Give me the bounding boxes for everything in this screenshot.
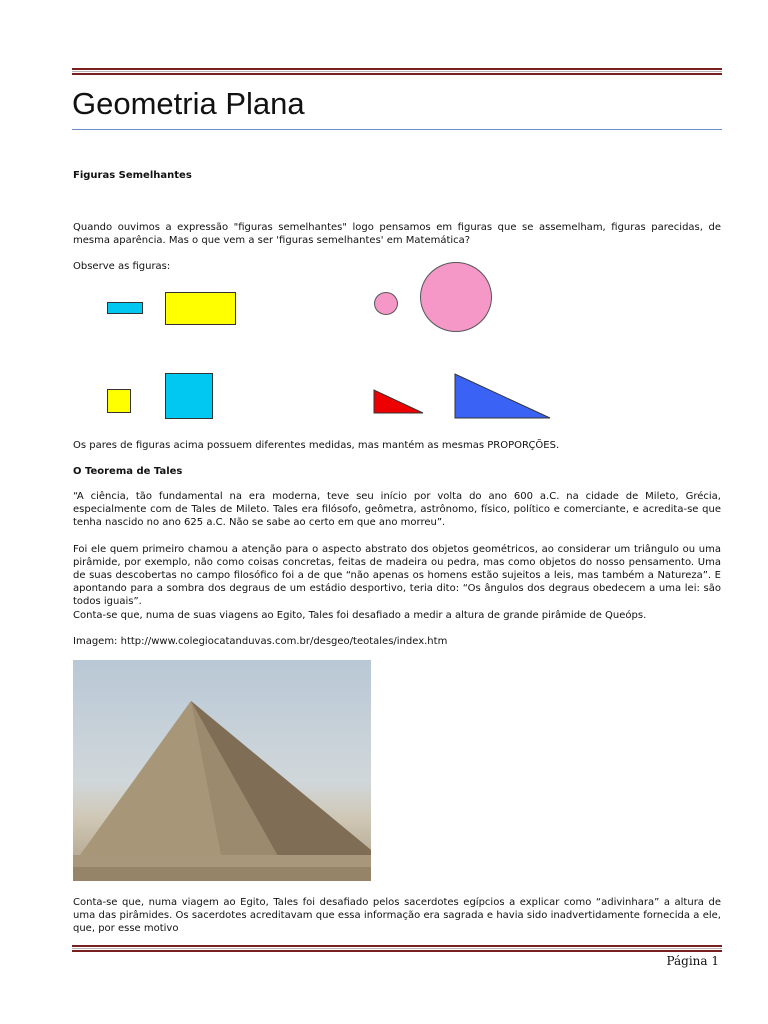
section-heading-figuras: Figuras Semelhantes xyxy=(73,170,192,181)
paragraph-abstrato: Foi ele quem primeiro chamou a atenção para o aspecto abstrato dos objetos geométricos, ao considerar um triângulo ou uma pirâmide, por exemplo, não como coisas concretas, feitas de madeira ou pedra, mas como objetos do nosso pensamento. Uma de suas descobertas no campo filosófico foi a de que “não apenas os homens estão sujeitos a leis, mas também a Natureza”. E apontando para a sombra dos degraus de um estádio desportivo, teria dito: “Os ângulos dos degraus obedecem a uma lei: são todos iguais”. xyxy=(73,544,721,607)
pyramid-image xyxy=(73,660,371,881)
title-underline xyxy=(72,129,722,130)
document-title: Geometria Plana xyxy=(72,86,305,121)
header-rule xyxy=(72,68,722,75)
paragraph-sacerdotes: Conta-se que, numa viagem ao Egito, Tales foi desafiado pelos sacerdotes egípcios a explicar como “adivinhara” a altura de uma das pirâmides. Os sacerdotes acreditavam que essa informação era sagrada e havia sido inadvertidamente fornecida a ele, que, por esse motivo xyxy=(73,897,721,934)
paragraph-intro: Quando ouvimos a expressão "figuras semelhantes" logo pensamos em figuras que se assemelham, figuras parecidas, de mesma aparência. Mas o que vem a ser 'figuras semelhantes' em Matemática? xyxy=(73,222,721,246)
section-heading-tales: O Teorema de Tales xyxy=(73,466,183,477)
large-blue-triangle xyxy=(454,373,552,420)
paragraph-egito: Conta-se que, numa de suas viagens ao Egito, Tales foi desafiado a medir a altura de grande pirâmide de Queóps. xyxy=(73,610,647,621)
large-cyan-square xyxy=(165,373,213,419)
small-red-triangle xyxy=(373,389,425,415)
small-pink-circle xyxy=(374,292,398,315)
page-number: Página 1 xyxy=(666,954,719,968)
small-cyan-rectangle xyxy=(107,302,143,314)
paragraph-observe: Observe as figuras: xyxy=(73,261,171,272)
large-yellow-rectangle xyxy=(165,292,236,325)
small-yellow-square xyxy=(107,389,131,413)
paragraph-proporcoes: Os pares de figuras acima possuem diferentes medidas, mas mantém as mesmas PROPORÇÕES. xyxy=(73,440,560,451)
paragraph-ciencia: “A ciência, tão fundamental na era moderna, teve seu início por volta do ano 600 a.C. na cidade de Mileto, Grécia, especialmente com de Tales de Mileto. Tales era filósofo, geômetra, astrônomo, físico, político e comerciante, e acredita-se que tenha nascido no ano 625 a.C. Não se sabe ao certo em que ano morreu”. xyxy=(73,491,721,528)
image-reference: Imagem: http://www.colegiocatanduvas.com.br/desgeo/teotales/index.htm xyxy=(73,636,448,647)
footer-rule xyxy=(72,945,722,952)
large-pink-circle xyxy=(420,262,492,332)
